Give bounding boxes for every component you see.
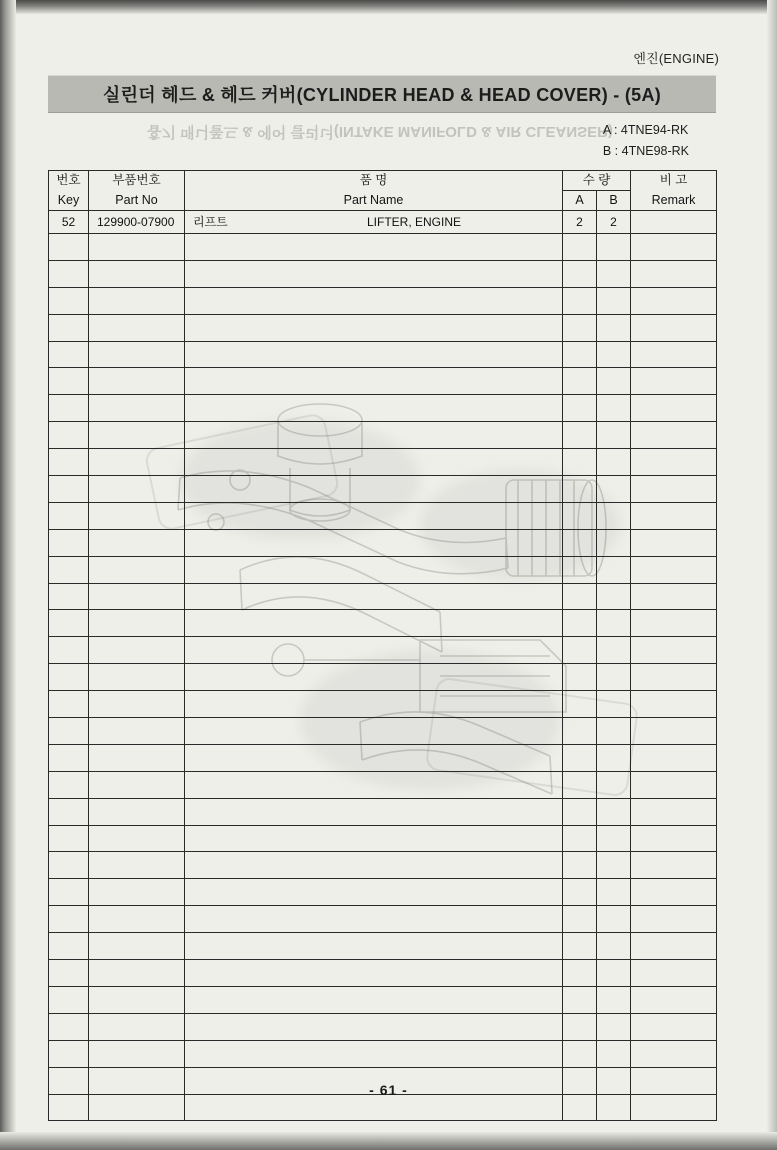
cell-qty-a bbox=[563, 933, 597, 960]
cell-key bbox=[49, 449, 89, 476]
page-title: 실린더 헤드 & 헤드 커버(CYLINDER HEAD & HEAD COVER) - (5A) bbox=[102, 85, 662, 105]
cell-part-name bbox=[185, 314, 563, 341]
cell-remark bbox=[631, 610, 717, 637]
cell-qty-a bbox=[563, 449, 597, 476]
cell-remark bbox=[631, 502, 717, 529]
cell-part-name-en: LIFTER, ENGINE bbox=[367, 215, 462, 229]
page-edge-bottom bbox=[0, 1132, 777, 1150]
cell-part-name bbox=[185, 637, 563, 664]
table-header-row-en bbox=[49, 191, 717, 211]
table-row-empty bbox=[49, 744, 717, 771]
table-row-empty bbox=[49, 771, 717, 798]
cell-part-name bbox=[185, 583, 563, 610]
cell-part-name bbox=[185, 879, 563, 906]
cell-part-name bbox=[185, 718, 563, 745]
cell-key bbox=[49, 260, 89, 287]
cell-remark bbox=[631, 744, 717, 771]
cell-part-name bbox=[185, 234, 563, 261]
table-row-empty bbox=[49, 906, 717, 933]
cell-qty-b bbox=[597, 287, 631, 314]
cell-part-name bbox=[185, 556, 563, 583]
cell-key bbox=[49, 798, 89, 825]
cell-key bbox=[49, 825, 89, 852]
cell-qty-a bbox=[563, 1094, 597, 1121]
cell-part-name bbox=[185, 933, 563, 960]
cell-key bbox=[49, 986, 89, 1013]
cell-part-name bbox=[185, 529, 563, 556]
cell-part-no bbox=[89, 906, 185, 933]
cell-qty-b bbox=[597, 1040, 631, 1067]
cell-part-name bbox=[185, 476, 563, 503]
cell-part-name bbox=[185, 960, 563, 987]
cell-part-name bbox=[185, 798, 563, 825]
cell-remark bbox=[631, 771, 717, 798]
cell-qty-a bbox=[563, 691, 597, 718]
cell-key bbox=[49, 960, 89, 987]
cell-part-no bbox=[89, 960, 185, 987]
cell-part-name bbox=[185, 744, 563, 771]
cell-qty-a bbox=[563, 610, 597, 637]
table-header-row-kr bbox=[49, 171, 717, 191]
cell-qty-b bbox=[597, 395, 631, 422]
cell-part-no bbox=[89, 368, 185, 395]
cell-part-name bbox=[185, 368, 563, 395]
cell-qty-b bbox=[597, 960, 631, 987]
table-row-empty bbox=[49, 449, 717, 476]
table-row-empty bbox=[49, 1040, 717, 1067]
cell-qty-a bbox=[563, 771, 597, 798]
cell-qty-b bbox=[597, 341, 631, 368]
cell-key bbox=[49, 234, 89, 261]
cell-remark bbox=[631, 960, 717, 987]
cell-part-name bbox=[185, 610, 563, 637]
cell-qty-b bbox=[597, 234, 631, 261]
cell-part-no bbox=[89, 287, 185, 314]
cell-remark bbox=[631, 211, 717, 234]
cell-qty-b bbox=[597, 529, 631, 556]
table-row-empty bbox=[49, 852, 717, 879]
cell-qty-a bbox=[563, 906, 597, 933]
cell-qty-a bbox=[563, 744, 597, 771]
table-row bbox=[49, 211, 717, 234]
cell-qty-b bbox=[597, 691, 631, 718]
cell-qty-a bbox=[563, 422, 597, 449]
cell-part-no bbox=[89, 637, 185, 664]
cell-qty-a bbox=[563, 287, 597, 314]
cell-qty-b bbox=[597, 637, 631, 664]
cell-part-name bbox=[185, 1013, 563, 1040]
cell-key bbox=[49, 422, 89, 449]
cell-remark bbox=[631, 933, 717, 960]
table-row-empty bbox=[49, 368, 717, 395]
cell-remark bbox=[631, 260, 717, 287]
cell-key bbox=[49, 664, 89, 691]
cell-part-no bbox=[89, 825, 185, 852]
cell-qty-b bbox=[597, 879, 631, 906]
table-row-empty bbox=[49, 529, 717, 556]
cell-qty-b bbox=[597, 449, 631, 476]
header-qty-kr: 수 량 bbox=[563, 171, 631, 191]
cell-key bbox=[49, 906, 89, 933]
cell-qty-a bbox=[563, 583, 597, 610]
cell-remark bbox=[631, 825, 717, 852]
cell-key bbox=[49, 1040, 89, 1067]
cell-qty-b bbox=[597, 986, 631, 1013]
cell-key bbox=[49, 1013, 89, 1040]
cell-part-name bbox=[185, 852, 563, 879]
cell-part-no bbox=[89, 314, 185, 341]
cell-qty-a bbox=[563, 960, 597, 987]
cell-part-no bbox=[89, 395, 185, 422]
cell-qty-a bbox=[563, 879, 597, 906]
cell-part-no bbox=[89, 502, 185, 529]
cell-part-no bbox=[89, 1094, 185, 1121]
cell-part-no bbox=[89, 529, 185, 556]
header-remark-kr: 비 고 bbox=[631, 171, 717, 191]
cell-key bbox=[49, 771, 89, 798]
cell-qty-a bbox=[563, 852, 597, 879]
table-row-empty bbox=[49, 502, 717, 529]
cell-qty-b bbox=[597, 556, 631, 583]
model-legend-b: B : 4TNE98-RK bbox=[602, 144, 689, 158]
cell-part-no bbox=[89, 852, 185, 879]
cell-qty-a bbox=[563, 529, 597, 556]
cell-remark bbox=[631, 341, 717, 368]
cell-remark bbox=[631, 583, 717, 610]
cell-part-no bbox=[89, 341, 185, 368]
cell-remark bbox=[631, 718, 717, 745]
cell-key bbox=[49, 744, 89, 771]
cell-part-no bbox=[89, 771, 185, 798]
page-number: - 61 - bbox=[369, 1082, 408, 1098]
cell-remark bbox=[631, 287, 717, 314]
ghost-title-text: 흡기 매니폴드 & 에어 클리너(INTAKE MANIFOLD & AIR CLEANSER) bbox=[146, 123, 614, 140]
cell-remark bbox=[631, 395, 717, 422]
cell-part-name bbox=[185, 664, 563, 691]
cell-key: 52 bbox=[49, 211, 89, 234]
cell-qty-a bbox=[563, 1040, 597, 1067]
cell-part-name bbox=[185, 502, 563, 529]
cell-qty-b bbox=[597, 771, 631, 798]
cell-qty-b bbox=[597, 744, 631, 771]
cell-qty-a bbox=[563, 368, 597, 395]
cell-remark bbox=[631, 637, 717, 664]
cell-part-name bbox=[185, 211, 563, 234]
table-row-empty bbox=[49, 395, 717, 422]
header-key-en: Key bbox=[49, 191, 89, 211]
cell-qty-b bbox=[597, 368, 631, 395]
table-row-empty bbox=[49, 341, 717, 368]
cell-qty-a bbox=[563, 502, 597, 529]
cell-part-name bbox=[185, 260, 563, 287]
cell-key bbox=[49, 529, 89, 556]
header-qty-b: B bbox=[597, 191, 631, 211]
cell-qty-a bbox=[563, 314, 597, 341]
cell-key bbox=[49, 368, 89, 395]
cell-part-no bbox=[89, 798, 185, 825]
cell-remark bbox=[631, 906, 717, 933]
page-edge-right bbox=[767, 0, 777, 1150]
cell-qty-a bbox=[563, 718, 597, 745]
cell-key bbox=[49, 691, 89, 718]
cell-part-no bbox=[89, 691, 185, 718]
table-row-empty bbox=[49, 1094, 717, 1121]
cell-part-no bbox=[89, 422, 185, 449]
table-row-empty bbox=[49, 314, 717, 341]
cell-part-name bbox=[185, 771, 563, 798]
page-edge-left bbox=[0, 0, 16, 1150]
cell-part-no bbox=[89, 234, 185, 261]
cell-remark bbox=[631, 556, 717, 583]
cell-qty-b bbox=[597, 422, 631, 449]
cell-remark bbox=[631, 476, 717, 503]
cell-remark bbox=[631, 798, 717, 825]
table-row-empty bbox=[49, 637, 717, 664]
cell-key bbox=[49, 502, 89, 529]
cell-qty-a bbox=[563, 664, 597, 691]
cell-remark bbox=[631, 234, 717, 261]
cell-key bbox=[49, 476, 89, 503]
cell-key bbox=[49, 933, 89, 960]
cell-part-name bbox=[185, 395, 563, 422]
cell-key bbox=[49, 556, 89, 583]
cell-qty-a bbox=[563, 556, 597, 583]
table-row-empty bbox=[49, 879, 717, 906]
cell-remark bbox=[631, 422, 717, 449]
cell-qty-a bbox=[563, 234, 597, 261]
cell-qty-b bbox=[597, 610, 631, 637]
page-edge-top bbox=[0, 0, 777, 14]
header-partno-kr: 부품번호 bbox=[89, 171, 185, 191]
table-row-empty bbox=[49, 798, 717, 825]
cell-key bbox=[49, 583, 89, 610]
cell-part-name-kr: 리프트 bbox=[193, 215, 228, 229]
table-row-empty bbox=[49, 234, 717, 261]
cell-remark bbox=[631, 852, 717, 879]
cell-qty-b bbox=[597, 852, 631, 879]
cell-part-no bbox=[89, 476, 185, 503]
cell-qty-b bbox=[597, 664, 631, 691]
cell-part-name bbox=[185, 287, 563, 314]
model-legend bbox=[603, 120, 689, 162]
table-row-empty bbox=[49, 583, 717, 610]
header-qty-a: A bbox=[563, 191, 597, 211]
cell-key bbox=[49, 1094, 89, 1121]
cell-key bbox=[49, 879, 89, 906]
cell-key bbox=[49, 718, 89, 745]
cell-qty-b: 2 bbox=[597, 211, 631, 234]
cell-qty-a bbox=[563, 341, 597, 368]
cell-remark bbox=[631, 368, 717, 395]
cell-part-no bbox=[89, 1013, 185, 1040]
cell-part-name bbox=[185, 1040, 563, 1067]
table-row-empty bbox=[49, 986, 717, 1013]
cell-part-name bbox=[185, 449, 563, 476]
cell-qty-b bbox=[597, 583, 631, 610]
cell-part-no bbox=[89, 583, 185, 610]
cell-part-no bbox=[89, 664, 185, 691]
cell-qty-a bbox=[563, 1013, 597, 1040]
cell-key bbox=[49, 637, 89, 664]
cell-qty-b bbox=[597, 260, 631, 287]
header-remark-en: Remark bbox=[631, 191, 717, 211]
cell-part-no bbox=[89, 449, 185, 476]
cell-qty-b bbox=[597, 906, 631, 933]
cell-qty-b bbox=[597, 314, 631, 341]
cell-key bbox=[49, 610, 89, 637]
page-title-bar bbox=[48, 75, 716, 113]
cell-part-no: 129900-07900 bbox=[89, 211, 185, 234]
header-partname-en: Part Name bbox=[185, 191, 563, 211]
cell-remark bbox=[631, 691, 717, 718]
table-row-empty bbox=[49, 691, 717, 718]
table-row-empty bbox=[49, 718, 717, 745]
cell-remark bbox=[631, 314, 717, 341]
cell-part-name bbox=[185, 825, 563, 852]
cell-part-no bbox=[89, 879, 185, 906]
cell-qty-b bbox=[597, 502, 631, 529]
cell-qty-b bbox=[597, 476, 631, 503]
cell-part-no bbox=[89, 744, 185, 771]
cell-key bbox=[49, 341, 89, 368]
cell-remark bbox=[631, 879, 717, 906]
table-row-empty bbox=[49, 422, 717, 449]
cell-remark bbox=[631, 1013, 717, 1040]
cell-qty-a bbox=[563, 395, 597, 422]
cell-remark bbox=[631, 1094, 717, 1121]
cell-qty-a: 2 bbox=[563, 211, 597, 234]
table-row-empty bbox=[49, 825, 717, 852]
cell-part-no bbox=[89, 1040, 185, 1067]
cell-qty-a bbox=[563, 260, 597, 287]
cell-part-no bbox=[89, 556, 185, 583]
model-legend-a: A : 4TNE94-RK bbox=[602, 123, 689, 137]
table-row-empty bbox=[49, 664, 717, 691]
cell-part-name bbox=[185, 422, 563, 449]
header-partname-kr: 품 명 bbox=[185, 171, 563, 191]
cell-qty-a bbox=[563, 986, 597, 1013]
cell-key bbox=[49, 314, 89, 341]
table-row-empty bbox=[49, 476, 717, 503]
cell-part-no bbox=[89, 933, 185, 960]
cell-remark bbox=[631, 986, 717, 1013]
cell-part-no bbox=[89, 718, 185, 745]
cell-remark bbox=[631, 1040, 717, 1067]
cell-qty-a bbox=[563, 798, 597, 825]
cell-qty-b bbox=[597, 718, 631, 745]
cell-part-no bbox=[89, 610, 185, 637]
parts-table bbox=[48, 170, 717, 1121]
cell-qty-b bbox=[597, 933, 631, 960]
cell-part-name bbox=[185, 691, 563, 718]
cell-key bbox=[49, 287, 89, 314]
cell-remark bbox=[631, 529, 717, 556]
cell-part-name bbox=[185, 1094, 563, 1121]
table-row-empty bbox=[49, 556, 717, 583]
table-row-empty bbox=[49, 960, 717, 987]
cell-qty-a bbox=[563, 637, 597, 664]
table-row-empty bbox=[49, 1013, 717, 1040]
header-key-kr: 번호 bbox=[49, 171, 89, 191]
cell-qty-b bbox=[597, 825, 631, 852]
cell-part-name bbox=[185, 986, 563, 1013]
section-header-label: 엔진(ENGINE) bbox=[633, 51, 719, 66]
cell-part-name bbox=[185, 906, 563, 933]
cell-key bbox=[49, 852, 89, 879]
cell-qty-b bbox=[597, 1013, 631, 1040]
table-row-empty bbox=[49, 287, 717, 314]
cell-remark bbox=[631, 449, 717, 476]
cell-part-no bbox=[89, 986, 185, 1013]
cell-key bbox=[49, 395, 89, 422]
cell-qty-b bbox=[597, 798, 631, 825]
table-row-empty bbox=[49, 933, 717, 960]
table-row-empty bbox=[49, 260, 717, 287]
cell-part-no bbox=[89, 260, 185, 287]
header-partno-en: Part No bbox=[89, 191, 185, 211]
cell-qty-a bbox=[563, 476, 597, 503]
table-row-empty bbox=[49, 610, 717, 637]
cell-remark bbox=[631, 664, 717, 691]
cell-qty-b bbox=[597, 1094, 631, 1121]
cell-part-name bbox=[185, 341, 563, 368]
cell-qty-a bbox=[563, 825, 597, 852]
